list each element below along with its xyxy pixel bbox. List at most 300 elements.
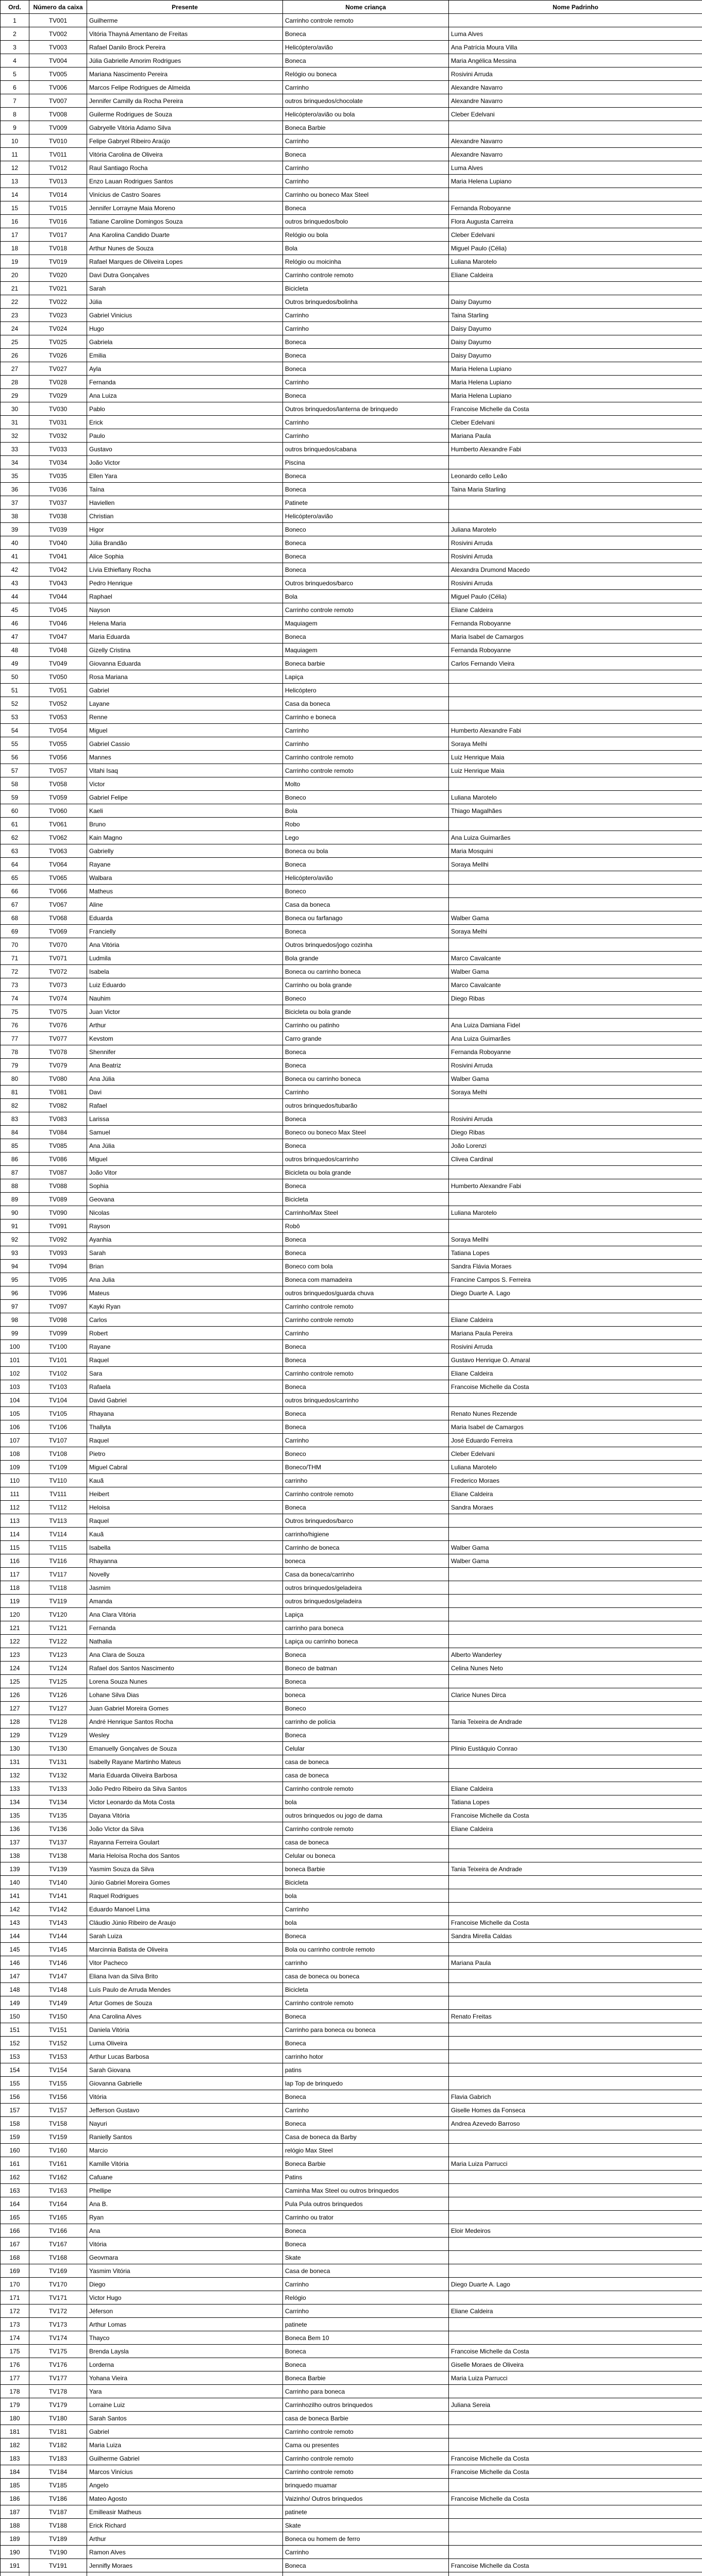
cell-box-number: TV059 <box>29 791 87 804</box>
table-row <box>1 1059 702 1072</box>
cell-box-number: TV127 <box>29 1702 87 1715</box>
table-row <box>1 844 702 858</box>
cell-gift: Renne <box>87 710 283 724</box>
cell-box-number: TV051 <box>29 684 87 697</box>
cell-box-number: TV063 <box>29 844 87 858</box>
table-row <box>1 483 702 496</box>
cell-godparent-name <box>449 188 702 201</box>
cell-ord: 138 <box>1 1849 29 1862</box>
cell-ord: 187 <box>1 2505 29 2519</box>
table-row <box>1 201 702 215</box>
cell-ord: 125 <box>1 1675 29 1688</box>
cell-child-name: Carrinho controle remoto <box>283 2452 449 2465</box>
cell-ord: 168 <box>1 2251 29 2264</box>
cell-gift: Paulo <box>87 429 283 443</box>
table-row <box>1 1568 702 1581</box>
table-row <box>1 1300 702 1313</box>
cell-godparent-name: Walber Gama <box>449 1541 702 1554</box>
cell-box-number: TV079 <box>29 1059 87 1072</box>
cell-godparent-name: Mariana Paula Pereira <box>449 1327 702 1340</box>
cell-godparent-name: Luiz Henrique Maia <box>449 764 702 777</box>
cell-godparent-name: Luma Alves <box>449 27 702 41</box>
cell-godparent-name: Fernanda Roboyanne <box>449 1045 702 1059</box>
cell-godparent-name <box>449 697 702 710</box>
cell-ord: 177 <box>1 2371 29 2385</box>
table-row <box>1 2519 702 2532</box>
cell-box-number: TV039 <box>29 523 87 536</box>
cell-godparent-name <box>449 898 702 911</box>
cell-box-number: TV052 <box>29 697 87 710</box>
cell-ord: 64 <box>1 858 29 871</box>
cell-godparent-name: Fernanda Roboyanne <box>449 643 702 657</box>
table-row <box>1 1501 702 1514</box>
cell-ord: 61 <box>1 818 29 831</box>
cell-gift: Rayanna Ferreira Goulart <box>87 1836 283 1849</box>
cell-godparent-name <box>449 2238 702 2251</box>
cell-ord: 185 <box>1 2479 29 2492</box>
cell-box-number: TV115 <box>29 1541 87 1554</box>
cell-box-number: TV004 <box>29 54 87 67</box>
table-row <box>1 268 702 282</box>
cell-godparent-name <box>449 1889 702 1903</box>
cell-gift: Juan Victor <box>87 1005 283 1019</box>
cell-box-number: TV080 <box>29 1072 87 1086</box>
cell-child-name: Boneca <box>283 349 449 362</box>
cell-child-name: Boneca <box>283 1045 449 1059</box>
table-row <box>1 2238 702 2251</box>
cell-gift: Vitor Pacheco <box>87 1956 283 1970</box>
cell-gift: Pedro Henrique <box>87 577 283 590</box>
cell-gift: Gabriela <box>87 335 283 349</box>
cell-gift: Arthur Nunes de Souza <box>87 242 283 255</box>
cell-godparent-name: Diego Ribas <box>449 992 702 1005</box>
cell-ord: 24 <box>1 322 29 335</box>
cell-box-number: TV085 <box>29 1139 87 1153</box>
cell-ord: 8 <box>1 108 29 121</box>
cell-gift: Rafael Marques de Oliveira Lopes <box>87 255 283 268</box>
cell-box-number: TV166 <box>29 2224 87 2238</box>
cell-godparent-name: Humberto Alexandre Fabi <box>449 724 702 737</box>
cell-ord: 122 <box>1 1635 29 1648</box>
cell-child-name: Boneca <box>283 536 449 550</box>
cell-ord: 85 <box>1 1139 29 1153</box>
table-row <box>1 2211 702 2224</box>
cell-gift: Kamille Vitória <box>87 2157 283 2171</box>
cell-child-name: Carrinho <box>283 322 449 335</box>
table-row <box>1 523 702 536</box>
cell-box-number: TV084 <box>29 1126 87 1139</box>
table-row <box>1 2157 702 2171</box>
cell-godparent-name: Cleber Edelvani <box>449 108 702 121</box>
cell-child-name: Boneca <box>283 550 449 563</box>
cell-ord: 40 <box>1 536 29 550</box>
cell-godparent-name: Francine Campos S. Ferreira <box>449 1273 702 1286</box>
cell-ord: 68 <box>1 911 29 925</box>
cell-child-name: Carrinho controle remoto <box>283 14 449 27</box>
cell-box-number: TV062 <box>29 831 87 844</box>
cell-gift: Sarah Santos <box>87 2412 283 2425</box>
cell-child-name: Bola <box>283 804 449 818</box>
cell-godparent-name <box>449 885 702 898</box>
table-row <box>1 1581 702 1595</box>
table-row <box>1 1929 702 1943</box>
cell-ord: 29 <box>1 389 29 402</box>
table-row <box>1 670 702 684</box>
cell-box-number: TV143 <box>29 1916 87 1929</box>
cell-godparent-name: Diego Duarte A. Lago <box>449 1286 702 1300</box>
cell-gift: Gabrielly <box>87 844 283 858</box>
table-row <box>1 871 702 885</box>
cell-gift: Ana B. <box>87 2197 283 2211</box>
cell-child-name: Outros brinquedos/lanterna de brinquedo <box>283 402 449 416</box>
table-row <box>1 577 702 590</box>
cell-godparent-name: Marco Cavalcante <box>449 952 702 965</box>
table-row <box>1 657 702 670</box>
table-row <box>1 2130 702 2144</box>
cell-box-number: TV175 <box>29 2345 87 2358</box>
cell-box-number: TV072 <box>29 965 87 978</box>
cell-ord: 49 <box>1 657 29 670</box>
cell-ord: 23 <box>1 309 29 322</box>
cell-godparent-name: Mariana Paula <box>449 1956 702 1970</box>
cell-child-name: Skate <box>283 2519 449 2532</box>
cell-child-name: Relógio ou moicinha <box>283 255 449 268</box>
cell-ord: 103 <box>1 1380 29 1394</box>
cell-box-number: TV003 <box>29 41 87 54</box>
cell-godparent-name: Giselle Moraes de Oliveira <box>449 2358 702 2371</box>
table-row <box>1 1487 702 1501</box>
cell-child-name: Carrinho <box>283 175 449 188</box>
cell-box-number: TV190 <box>29 2546 87 2559</box>
cell-child-name: Carrinho <box>283 81 449 94</box>
cell-box-number: TV048 <box>29 643 87 657</box>
cell-ord: 172 <box>1 2304 29 2318</box>
cell-child-name: Boneca ou homem de ferro <box>283 2532 449 2546</box>
cell-gift: Rhayanna <box>87 1554 283 1568</box>
cell-child-name: Boneca <box>283 1420 449 1434</box>
table-row <box>1 2144 702 2157</box>
cell-child-name: outros brinquedos/carrinho <box>283 1394 449 1407</box>
cell-gift: Kayki Ryan <box>87 1300 283 1313</box>
cell-ord: 46 <box>1 617 29 630</box>
cell-box-number: TV107 <box>29 1434 87 1447</box>
table-row <box>1 1782 702 1795</box>
cell-child-name: Helicóptero/avião <box>283 41 449 54</box>
cell-godparent-name <box>449 1849 702 1862</box>
cell-child-name: Boneca <box>283 1059 449 1072</box>
cell-gift: Raul Santiago Rocha <box>87 161 283 175</box>
cell-gift: Haviellen <box>87 496 283 510</box>
cell-gift: Amanda <box>87 1595 283 1608</box>
cell-box-number: TV022 <box>29 295 87 309</box>
cell-godparent-name: Ana Luiza Guimarães <box>449 831 702 844</box>
cell-ord: 28 <box>1 376 29 389</box>
cell-box-number: TV102 <box>29 1367 87 1380</box>
cell-gift: Ludmila <box>87 952 283 965</box>
cell-godparent-name: Rosivini Arruda <box>449 577 702 590</box>
cell-box-number: TV132 <box>29 1769 87 1782</box>
cell-gift: Shennifer <box>87 1045 283 1059</box>
cell-child-name: Carrinho controle remoto <box>283 1487 449 1501</box>
cell-godparent-name: Frederico Moraes <box>449 1474 702 1487</box>
cell-godparent-name <box>449 1903 702 1916</box>
cell-child-name: Boneca <box>283 362 449 376</box>
cell-godparent-name: Tania Teixeira de Andrade <box>449 1862 702 1876</box>
cell-box-number: TV148 <box>29 1983 87 1996</box>
cell-gift: Tatiane Caroline Domingos Souza <box>87 215 283 228</box>
cell-godparent-name <box>449 1983 702 1996</box>
cell-child-name: Boneca <box>283 1728 449 1742</box>
table-row <box>1 1621 702 1635</box>
cell-child-name: Relógio ou bola <box>283 228 449 242</box>
cell-godparent-name: Sandra Flávia Moraes <box>449 1260 702 1273</box>
cell-child-name: Boneca <box>283 1407 449 1420</box>
cell-gift: Matheus <box>87 885 283 898</box>
cell-gift: Dayana Vitória <box>87 1809 283 1822</box>
cell-gift: Victor Leonardo da Mota Costa <box>87 1795 283 1809</box>
cell-box-number: TV155 <box>29 2077 87 2090</box>
cell-ord: 15 <box>1 201 29 215</box>
cell-godparent-name: Cleber Edelvani <box>449 228 702 242</box>
cell-box-number: TV099 <box>29 1327 87 1340</box>
table-row <box>1 1394 702 1407</box>
cell-ord: 140 <box>1 1876 29 1889</box>
cell-ord: 174 <box>1 2331 29 2345</box>
table-row <box>1 858 702 871</box>
cell-godparent-name: Celina Nunes Neto <box>449 1662 702 1675</box>
cell-godparent-name: Tatiana Lopes <box>449 1795 702 1809</box>
cell-gift: Brenda Laysla <box>87 2345 283 2358</box>
table-row <box>1 1246 702 1260</box>
cell-box-number: TV019 <box>29 255 87 268</box>
cell-child-name: Outros brinquedos/jogo cozinha <box>283 938 449 952</box>
cell-gift: Mateo Agosto <box>87 2492 283 2505</box>
cell-gift: Giovanna Eduarda <box>87 657 283 670</box>
cell-ord: 136 <box>1 1822 29 1836</box>
table-row <box>1 1742 702 1755</box>
cell-child-name: Robô <box>283 1219 449 1233</box>
cell-godparent-name <box>449 2532 702 2546</box>
cell-child-name: Boneca <box>283 483 449 496</box>
cell-godparent-name <box>449 510 702 523</box>
cell-gift: Júlia <box>87 295 283 309</box>
cell-child-name: Carrinho controle remoto <box>283 751 449 764</box>
cell-godparent-name: Alexandre Navarro <box>449 81 702 94</box>
cell-gift: Rafael dos Santos Nascimento <box>87 1662 283 1675</box>
cell-box-number: TV134 <box>29 1795 87 1809</box>
cell-box-number: TV038 <box>29 510 87 523</box>
cell-godparent-name: Luliana Marotelo <box>449 1206 702 1219</box>
cell-box-number: TV160 <box>29 2144 87 2157</box>
cell-box-number: TV017 <box>29 228 87 242</box>
cell-ord: 188 <box>1 2519 29 2532</box>
cell-child-name: Carrinhozilho outros brinquedos <box>283 2398 449 2412</box>
cell-box-number: TV128 <box>29 1715 87 1728</box>
cell-ord: 19 <box>1 255 29 268</box>
cell-godparent-name: Sandra Mirella Caldas <box>449 1929 702 1943</box>
table-row <box>1 1153 702 1166</box>
cell-gift: Pietro <box>87 1447 283 1461</box>
table-row <box>1 54 702 67</box>
cell-box-number: TV070 <box>29 938 87 952</box>
table-row <box>1 121 702 134</box>
cell-child-name: carrinho hotor <box>283 2050 449 2063</box>
cell-child-name: outros brinquedos/carrinho <box>283 1153 449 1166</box>
cell-child-name: boneca <box>283 1554 449 1568</box>
cell-box-number: TV121 <box>29 1621 87 1635</box>
cell-godparent-name: Eliane Caldeira <box>449 1782 702 1795</box>
cell-box-number: TV103 <box>29 1380 87 1394</box>
cell-ord: 124 <box>1 1662 29 1675</box>
cell-box-number: TV164 <box>29 2197 87 2211</box>
table-row <box>1 603 702 617</box>
cell-gift: Maria Heloísa Rocha dos Santos <box>87 1849 283 1862</box>
cell-godparent-name: Maria Helena Lupiano <box>449 175 702 188</box>
table-row <box>1 2197 702 2211</box>
cell-child-name: Boneca <box>283 1501 449 1514</box>
cell-gift: Kaeli <box>87 804 283 818</box>
cell-godparent-name: Francoise Michelle da Costa <box>449 2559 702 2572</box>
cell-box-number: TV037 <box>29 496 87 510</box>
cell-box-number: TV066 <box>29 885 87 898</box>
cell-gift: Lívia Ethieflany Rocha <box>87 563 283 577</box>
table-row <box>1 1019 702 1032</box>
cell-godparent-name: Maria Luiza Parrucci <box>449 2157 702 2171</box>
cell-box-number: TV093 <box>29 1246 87 1260</box>
cell-gift: Mannes <box>87 751 283 764</box>
cell-child-name: Carrinho para boneca <box>283 2385 449 2398</box>
cell-box-number: TV152 <box>29 2037 87 2050</box>
cell-godparent-name: Walber Gama <box>449 1072 702 1086</box>
cell-box-number: TV075 <box>29 1005 87 1019</box>
table-row <box>1 1099 702 1112</box>
cell-ord: 109 <box>1 1461 29 1474</box>
cell-child-name: Boneco <box>283 1702 449 1715</box>
cell-ord: 130 <box>1 1742 29 1755</box>
cell-gift: Emilleasir Matheus <box>87 2505 283 2519</box>
cell-gift: Ryan <box>87 2211 283 2224</box>
cell-godparent-name <box>449 2211 702 2224</box>
cell-gift: Daniela Vitória <box>87 2023 283 2037</box>
cell-ord: 55 <box>1 737 29 751</box>
cell-child-name: Carrinho <box>283 1434 449 1447</box>
cell-godparent-name <box>449 818 702 831</box>
cell-box-number: TV014 <box>29 188 87 201</box>
cell-gift: Ana Karolina Candido Duarte <box>87 228 283 242</box>
cell-godparent-name <box>449 1193 702 1206</box>
cell-box-number: TV141 <box>29 1889 87 1903</box>
cell-godparent-name <box>449 2077 702 2090</box>
cell-child-name: patins <box>283 2063 449 2077</box>
cell-child-name: carrinho/higiene <box>283 1528 449 1541</box>
cell-gift: Guilerme Rodrigues de Souza <box>87 108 283 121</box>
cell-box-number: TV170 <box>29 2278 87 2291</box>
cell-child-name: Carrinho <box>283 1086 449 1099</box>
cell-ord: 31 <box>1 416 29 429</box>
cell-godparent-name <box>449 684 702 697</box>
table-row <box>1 2304 702 2318</box>
cell-gift: Fernanda <box>87 376 283 389</box>
cell-child-name: carrinho de polícia <box>283 1715 449 1728</box>
cell-godparent-name: Maria Angélica Messina <box>449 54 702 67</box>
cell-gift: Lohane Silva Dias <box>87 1688 283 1702</box>
cell-child-name: Casa da boneca <box>283 697 449 710</box>
cell-ord: 183 <box>1 2452 29 2465</box>
cell-box-number: TV120 <box>29 1608 87 1621</box>
table-row <box>1 1179 702 1193</box>
table-row <box>1 791 702 804</box>
cell-godparent-name: Francoise Michelle da Costa <box>449 2345 702 2358</box>
cell-ord: 116 <box>1 1554 29 1568</box>
header-child-name: Nome criança <box>283 1 449 14</box>
cell-godparent-name: Eloir Medeiros <box>449 2224 702 2238</box>
cell-gift: Kevstom <box>87 1032 283 1045</box>
cell-child-name: Boneco ou boneco Max Steel <box>283 1126 449 1139</box>
cell-godparent-name <box>449 1568 702 1581</box>
cell-godparent-name <box>449 2546 702 2559</box>
cell-godparent-name <box>449 2572 702 2576</box>
cell-gift: Vitória Thayná Amentano de Freitas <box>87 27 283 41</box>
cell-ord: 39 <box>1 523 29 536</box>
cell-ord: 153 <box>1 2050 29 2063</box>
cell-godparent-name: Maria Isabel de Camargos <box>449 630 702 643</box>
cell-child-name: Boneca <box>283 1233 449 1246</box>
cell-ord: 143 <box>1 1916 29 1929</box>
cell-box-number: TV094 <box>29 1260 87 1273</box>
cell-child-name: Carrinho controle remoto <box>283 1822 449 1836</box>
cell-box-number: TV005 <box>29 67 87 81</box>
cell-ord: 75 <box>1 1005 29 1019</box>
cell-gift: Rafael <box>87 1099 283 1112</box>
cell-gift: Ana <box>87 2224 283 2238</box>
cell-box-number: TV034 <box>29 456 87 469</box>
cell-ord: 173 <box>1 2318 29 2331</box>
cell-ord: 43 <box>1 577 29 590</box>
cell-box-number: TV110 <box>29 1474 87 1487</box>
cell-child-name: Bicicleta <box>283 1193 449 1206</box>
cell-godparent-name: Cleber Edelvani <box>449 1447 702 1461</box>
cell-box-number: TV117 <box>29 1568 87 1581</box>
cell-ord: 147 <box>1 1970 29 1983</box>
cell-ord: 135 <box>1 1809 29 1822</box>
cell-gift: Erick <box>87 416 283 429</box>
table-row <box>1 429 702 443</box>
table-row <box>1 389 702 402</box>
cell-ord: 4 <box>1 54 29 67</box>
cell-box-number: TV077 <box>29 1032 87 1045</box>
cell-ord: 144 <box>1 1929 29 1943</box>
table-row <box>1 938 702 952</box>
cell-ord: 114 <box>1 1528 29 1541</box>
cell-ord: 176 <box>1 2358 29 2371</box>
cell-child-name: Bola grande <box>283 952 449 965</box>
cell-ord: 111 <box>1 1487 29 1501</box>
table-row <box>1 2412 702 2425</box>
cell-box-number: TV101 <box>29 1353 87 1367</box>
cell-gift: João Vitor <box>87 1166 283 1179</box>
cell-godparent-name <box>449 2184 702 2197</box>
table-row <box>1 1367 702 1380</box>
table-row <box>1 1420 702 1434</box>
cell-box-number: TV082 <box>29 1099 87 1112</box>
cell-gift: Marcio <box>87 2144 283 2157</box>
cell-gift: Fernanda <box>87 1621 283 1635</box>
cell-ord: 141 <box>1 1889 29 1903</box>
cell-gift: Larissa <box>87 1112 283 1126</box>
cell-gift: Gabriel <box>87 2425 283 2438</box>
table-row <box>1 295 702 309</box>
cell-godparent-name: Luliana Marotelo <box>449 1461 702 1474</box>
